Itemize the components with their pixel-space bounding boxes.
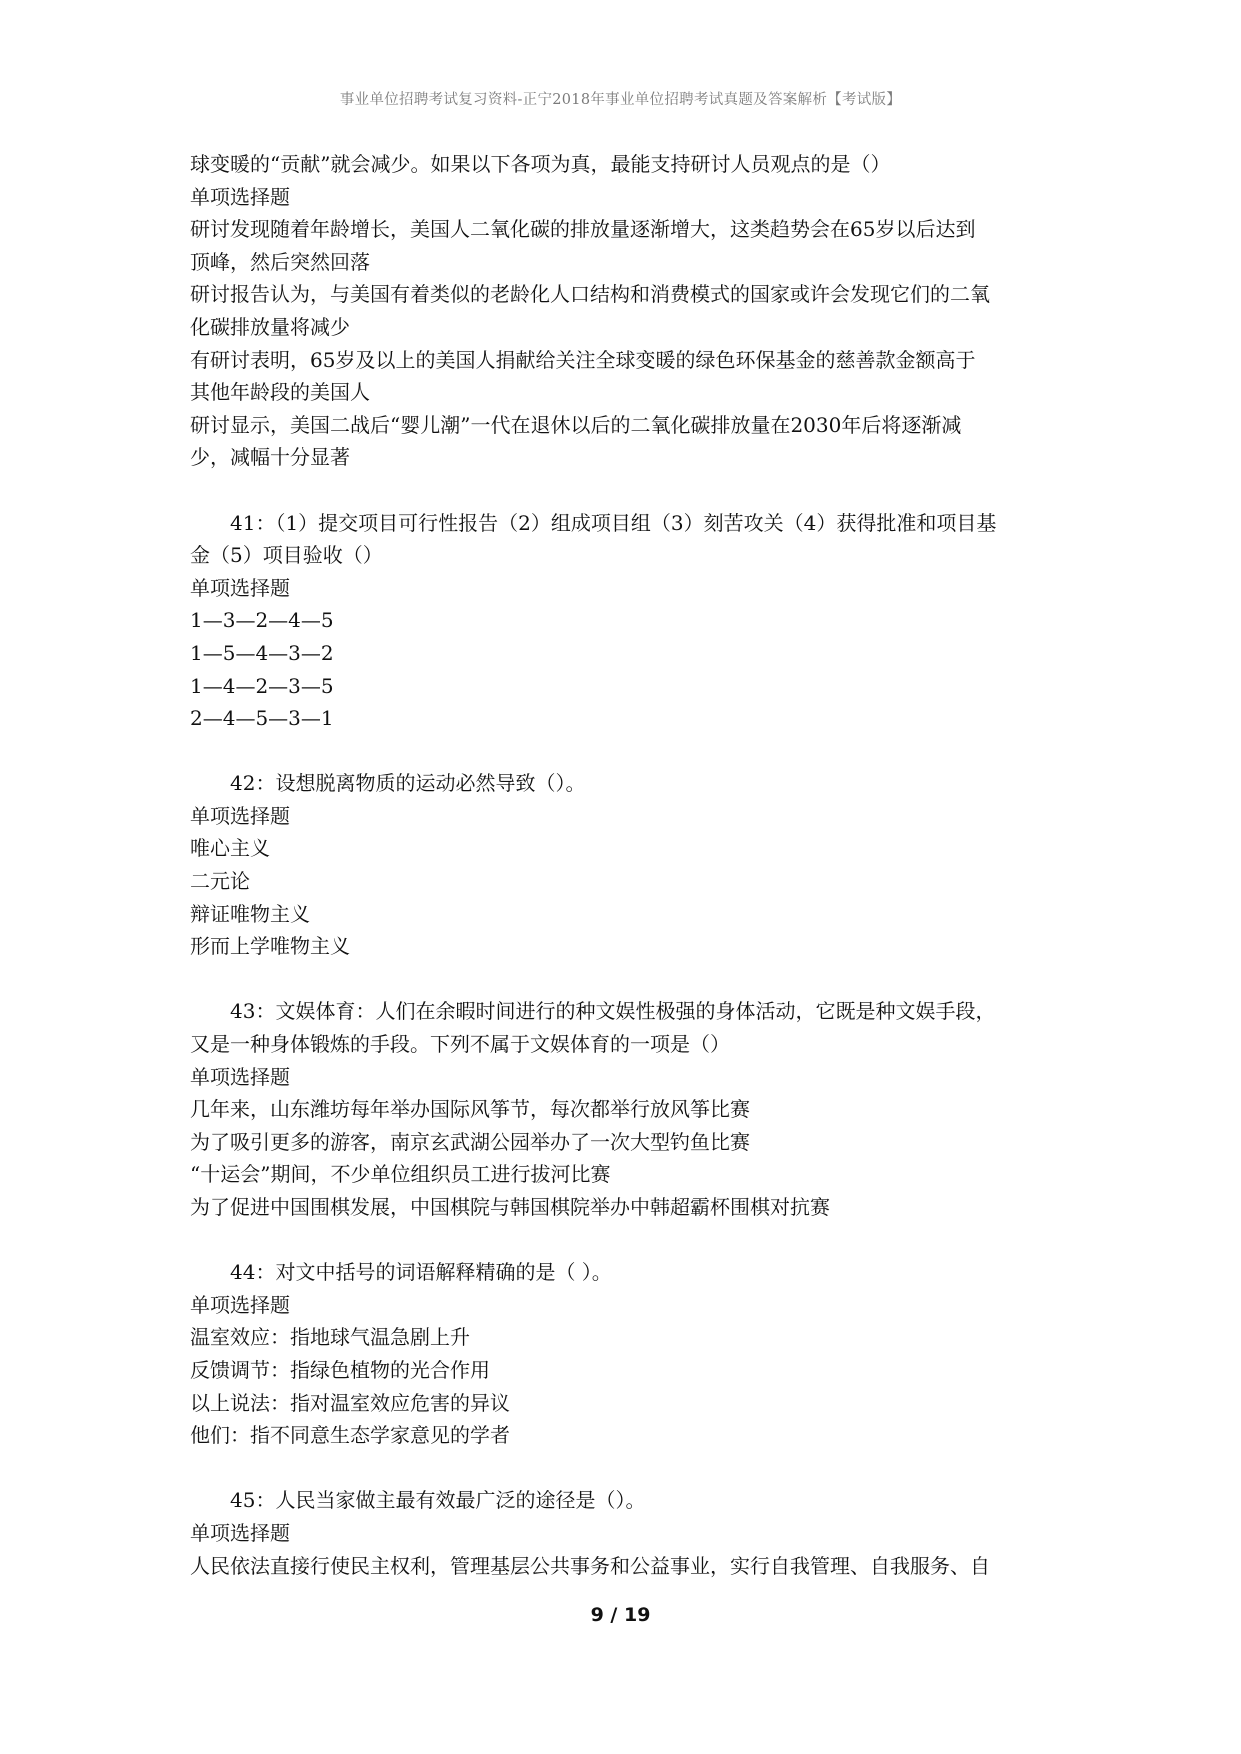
option[interactable]: 辩证唯物主义	[190, 901, 310, 926]
question-type: 单项选择题	[190, 803, 290, 828]
option[interactable]: 1—5—4—3—2	[190, 640, 334, 665]
question-40-continuation	[190, 148, 1062, 474]
option[interactable]	[190, 344, 1062, 409]
option[interactable]: 人民依法直接行使民主权利，管理基层公共事务和公益事业，实行自我管理、自我服务、自	[190, 1553, 990, 1578]
option-line: 其他年龄段的美国人	[190, 380, 370, 405]
question-type: 单项选择题	[190, 184, 290, 209]
option[interactable]: 1—4—2—3—5	[190, 673, 334, 698]
question-type: 单项选择题	[190, 575, 290, 600]
option-line: 研讨显示，美国二战后“婴儿潮”一代在退休以后的二氧化碳排放量在2030年后将逐渐减	[190, 412, 962, 437]
question-45	[190, 1484, 1062, 1582]
document-body	[190, 148, 1062, 1582]
option[interactable]	[190, 409, 1062, 474]
option[interactable]: 几年来，山东潍坊每年举办国际风筝节，每次都举行放风筝比赛	[190, 1097, 750, 1122]
question-43	[190, 995, 1062, 1223]
option[interactable]: 唯心主义	[190, 836, 270, 861]
question-stem-line: 41：（1）提交项目可行性报告（2）组成项目组（3）刻苦攻关（4）获得批准和项目基	[230, 510, 997, 535]
option[interactable]	[190, 213, 1062, 278]
question-stem-line: 球变暖的“贡献”就会减少。如果以下各项为真，最能支持研讨人员观点的是（）	[190, 152, 891, 176]
question-stem-line: 42：设想脱离物质的运动必然导致（）。	[230, 771, 586, 796]
option[interactable]: 二元论	[190, 869, 250, 894]
option[interactable]: 2—4—5—3—1	[190, 706, 334, 731]
question-type: 单项选择题	[190, 1064, 290, 1089]
option[interactable]: 形而上学唯物主义	[190, 934, 350, 959]
option-line: 研讨发现随着年龄增长，美国人二氧化碳的排放量逐渐增大，这类趋势会在65岁以后达到	[190, 217, 976, 242]
question-stem-line: 45：人民当家做主最有效最广泛的途径是（）。	[230, 1488, 646, 1513]
question-42	[190, 767, 1062, 963]
option-line: 少，减幅十分显著	[190, 445, 350, 470]
option-line: 研讨报告认为，与美国有着类似的老龄化人口结构和消费模式的国家或许会发现它们的二氧	[190, 282, 990, 307]
question-type: 单项选择题	[190, 1292, 290, 1317]
question-stem-line: 又是一种身体锻炼的手段。下列不属于文娱体育的一项是（）	[190, 1032, 730, 1057]
option-line: 有研讨表明，65岁及以上的美国人捐献给关注全球变暖的绿色环保基金的慈善款金额高于	[190, 347, 976, 372]
option[interactable]: “十运会”期间，不少单位组织员工进行拔河比赛	[190, 1162, 611, 1187]
option[interactable]: 反馈调节：指绿色植物的光合作用	[190, 1357, 490, 1382]
option-line: 化碳排放量将减少	[190, 314, 350, 339]
page-header: 事业单位招聘考试复习资料-正宁2018年事业单位招聘考试真题及答案解析【考试版】	[339, 92, 902, 108]
option[interactable]: 他们：指不同意生态学家意见的学者	[190, 1423, 510, 1448]
option[interactable]	[190, 278, 1062, 343]
option[interactable]: 为了吸引更多的游客，南京玄武湖公园举办了一次大型钓鱼比赛	[190, 1129, 750, 1154]
question-type: 单项选择题	[190, 1520, 290, 1545]
option[interactable]: 温室效应：指地球气温急剧上升	[190, 1325, 470, 1350]
question-stem-line: 金（5）项目验收（）	[190, 543, 383, 568]
question-44	[190, 1256, 1062, 1452]
page-number: 9 / 19	[590, 1604, 651, 1626]
question-41	[190, 507, 1062, 735]
option[interactable]: 以上说法：指对温室效应危害的异议	[190, 1390, 510, 1415]
question-stem-line: 43：文娱体育：人们在余暇时间进行的种文娱性极强的身体活动，它既是种文娱手段，	[230, 999, 996, 1024]
option[interactable]: 1—3—2—4—5	[190, 608, 334, 633]
option-line: 顶峰，然后突然回落	[190, 249, 370, 274]
option[interactable]: 为了促进中国围棋发展，中国棋院与韩国棋院举办中韩超霸杯围棋对抗赛	[190, 1195, 830, 1219]
question-stem-line: 44：对文中括号的词语解释精确的是（ ）。	[230, 1260, 612, 1285]
